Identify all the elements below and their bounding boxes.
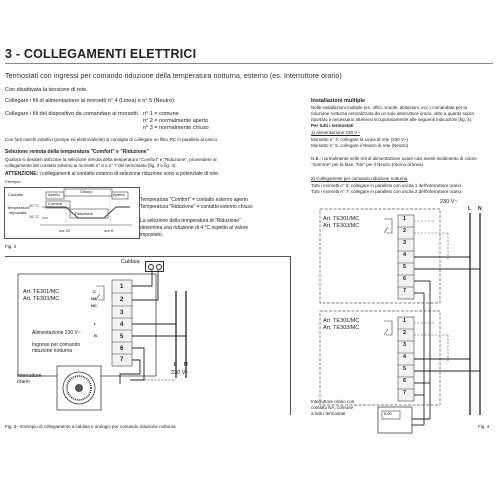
fig4-th2-terminal-6: 6 [403, 378, 407, 384]
closed-label: Chiuso [80, 189, 93, 194]
attention-line [5, 172, 219, 178]
multi-install-heading: Installazioni multiple [311, 98, 366, 104]
fig3-terminal-4: 4 [120, 322, 124, 328]
remote-selection-body-2: collegamento del contatto esterno ai morsetti n° 6 e n° 7 del termostato (fig. 3 e fig. 4). [5, 163, 177, 168]
fig4-voltage-label: 230 V~ [440, 199, 458, 205]
terminal-item-1: n° 1 = comune [143, 111, 179, 117]
th2-relay [384, 321, 392, 335]
contact-letter-nc: NC [91, 303, 97, 308]
contact-letter-c: C [93, 289, 96, 294]
page-title: 3 - COLLEGAMENTI ELETTRICI [5, 47, 197, 61]
fig4-timer-label-2: contatto NA, comune [311, 405, 354, 410]
fig4-N-label: N [478, 206, 482, 212]
item2-title: 2) Collegamenti per comando riduzione notturna [311, 176, 408, 181]
device-wires-label: Collegare i fili del dispositivo da comandare ai morsetti [5, 111, 138, 117]
fig4-model-1b: Art. TE301/MC [323, 318, 360, 324]
all-thermostats-label: Per tutti i termostati [311, 123, 354, 128]
item1-line-1: Morsetto n° 4: collegare la Linea di rete (230 V~) [311, 137, 408, 142]
fig4-th2-terminal-7: 7 [403, 390, 407, 396]
fig4-L-label: L [468, 206, 472, 212]
setpoint-label-1: Temperatura [7, 205, 30, 210]
fig3-terminal-6: 6 [120, 346, 124, 352]
fig4-th1-terminal-5: 5 [403, 264, 407, 270]
fig3-terminal-7: 7 [120, 357, 124, 363]
fig4-th2-terminal-2: 2 [403, 330, 407, 336]
boiler-label: Caldaia [121, 259, 140, 265]
fig4-th1-terminal-7: 7 [403, 288, 407, 294]
relay-symbol [96, 286, 104, 300]
reduction-label: Riduzione [75, 211, 93, 216]
open-label-2: Aperto [113, 192, 125, 197]
item2-line-2: Tutti i morsetti n° 7: collegare in parallelo con uscita 2 dell'interruttore orario. [311, 189, 463, 194]
fig3-N-label: N [184, 362, 188, 368]
fig4-th2-terminal-5: 5 [403, 366, 407, 372]
fig4-th1-terminal-4: 4 [403, 252, 407, 258]
fig4-th2-terminal-1: 1 [403, 318, 407, 324]
fig3-L-label: L [174, 362, 178, 368]
setpoint-label-2: impostata [9, 210, 27, 215]
comfort-legend: Temperatura "Comfort" = contatto esterno aperto [140, 197, 248, 203]
multi-install-body-3: riportato è necessario attenersi scrupolosamente alle seguenti indicazioni (fig. 4). [311, 117, 473, 122]
timer-label-1: Interruttore [17, 373, 42, 379]
reduction-legend: Temperatura "Riduzione" = contatto esterno chiuso [140, 204, 253, 210]
page-subtitle: Termostati con ingressi per comando riduzione della temperatura notturna, esterno (es. Interruttore orario) [5, 71, 342, 80]
reduction-input-label-2: riduzione notturna [32, 348, 73, 354]
boiler-wire-1 [132, 270, 152, 286]
fig4-model-2b: Art. TE303/MC [323, 325, 360, 331]
fig4-th1-terminal-6: 6 [403, 276, 407, 282]
terminal-item-2: n° 2 = normalmente aperto [143, 118, 209, 124]
reduction-note-2: determina una riduzione di 4 °C rispetto al valore [140, 225, 249, 231]
terminal-item-3: n° 3 = normalmente chiuso [143, 125, 209, 131]
item1-title: 1) Alimentazione 230 V~ [311, 130, 360, 135]
fig3-terminal-1: 1 [120, 284, 124, 290]
rc-filter-note: Con forti carichi induttivi (pompe ed elettrovalvole) si consiglia di collegare un filtro RC in parallelo al carico. [5, 137, 219, 142]
power-supply-label: Alimentazione 230 V~ [32, 330, 81, 336]
open-label: Aperto [48, 192, 60, 197]
item2-line-1: Tutti i morsetti n° 6: collegare in parallelo con uscita 1 dell'interruttore orario. [311, 183, 463, 188]
timer-label-2: orario [17, 379, 30, 385]
temp-low-label: 16 °C [29, 214, 40, 219]
fig4-th2-terminal-4: 4 [403, 354, 407, 360]
fig4-timer-display-text: 8:00 [384, 411, 392, 416]
nb-line-1: N.B.: normalmente nelle reti di alimentazione usare cavi aventi isolamento di colore [311, 156, 477, 161]
title-divider [5, 63, 493, 64]
fig4-th1-terminal-2: 2 [403, 228, 407, 234]
contact-label: Contatto [8, 192, 24, 197]
multi-install-body-1: Nelle installazioni multiple (es. uffici, scuole, abitazioni, ecc.) comandate per la [311, 105, 467, 110]
terminal-N-letter: N [94, 333, 97, 338]
comfort-label: Comfort [48, 201, 63, 206]
fig4-timer-label-1: Interruttore orario con [311, 399, 355, 404]
temp-high-label: 20 °C [29, 203, 40, 208]
fig3-terminal-5: 5 [120, 334, 124, 340]
fig4-model-1: Art. TE301/MC [323, 216, 360, 222]
reduction-input-label-1: Ingressi per comando [32, 342, 81, 348]
attention-text: i collegamenti al contatto esterno di selezione riduzione sono a potenziale di rete. [38, 171, 220, 177]
time-start-label: ore 22 [59, 228, 71, 233]
fig4-th2-terminal-3: 3 [403, 342, 407, 348]
fig4-model-2: Art. TE303/MC [323, 223, 360, 229]
fig2-caption: Fig. 2 [5, 244, 17, 249]
time-end-label: ore 6 [104, 228, 114, 233]
nb-line-2: "marrone" per la fase, "blu" per il Neutro (ritorno di linea). [311, 162, 425, 167]
fig4-th1-terminal-1: 1 [403, 216, 407, 222]
example-label: Esempio [5, 179, 21, 184]
remote-selection-heading: Selezione remota della temperatura "Comfort" e "Riduzione" [5, 149, 149, 155]
item1-line-2: Morsetto n° 5: collegare il Neutro di rete (Neutro) [311, 143, 409, 148]
contact-letter-na: NA [91, 296, 97, 301]
timer-center [75, 384, 83, 392]
multi-install-body-2: riduzione notturna centralizzata da un solo interruttore orario, oltre a quanto sopra [311, 111, 474, 116]
fig3-terminal-3: 3 [120, 310, 124, 316]
fig3-terminal-2: 2 [120, 297, 124, 303]
reduction-note-1: La selezione della temperatura di "Riduzione" [140, 218, 241, 224]
attention-label: ATTENZIONE: [5, 171, 39, 177]
fig3-voltage-label: 230 V~ [171, 370, 189, 376]
fig3-model-2: Art. TE303/MC [23, 296, 60, 302]
remote-selection-body-1: Qualora si desideri utilizzare la selezione remota della temperatura "Comfort" e "Riduzione", provvedere al [5, 157, 217, 162]
mains-line-text: Collegare i fili di alimentazione ai morsetti n° 4 (Linea) e n° 5 (Neutro). [5, 98, 176, 104]
boiler-wire-2 [132, 270, 158, 300]
fig4-caption: Fig. 4 [478, 424, 490, 429]
fig3-caption: Fig. 3 - Esempio di collegamento a caldaia e orologio per comando riduzione notturna [5, 424, 176, 429]
terminal-L-letter: L [94, 321, 97, 326]
fig3-model-1: Art. TE301/MC [23, 289, 60, 295]
fig4-timer-label-3: a tutti i termostati [311, 411, 346, 416]
th1-relay [384, 219, 392, 233]
power-off-note: Con disattivata la tensione di rete. [5, 87, 88, 93]
reduction-note-3: impostato. [140, 232, 164, 238]
fig4-th1-terminal-3: 3 [403, 240, 407, 246]
